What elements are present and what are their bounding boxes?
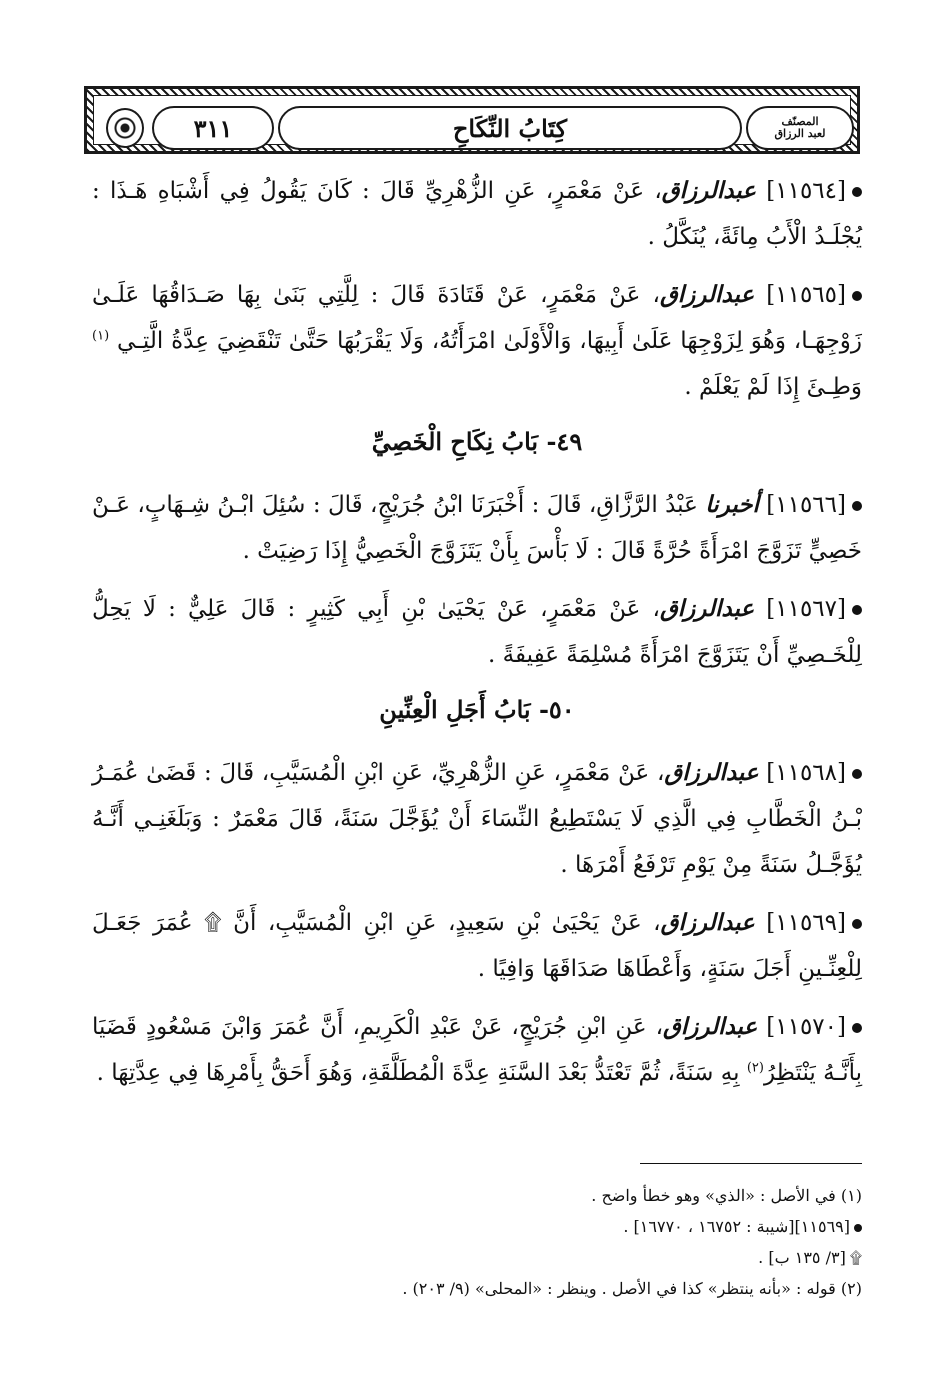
footnote-marker[interactable]: (٢) xyxy=(746,1060,764,1076)
hadith-11564 xyxy=(92,168,862,260)
hadith-number: [١١٥٦٩] xyxy=(766,910,846,936)
hadith-number: [١١٥٦٨] xyxy=(766,760,847,786)
page-marker-text: [٣/ ١٣٥ ب] . xyxy=(758,1248,846,1267)
hadith-text-cont: وَطِـئَ إِذَا لَمْ يَعْلَمْ . xyxy=(684,374,862,400)
main-text xyxy=(92,168,862,1108)
hadith-text: ، عَنْ مَعْمَرٍ، عَنْ يَحْيَىٰ بْنِ أَبِي كَثِيرٍ : قَالَ عَلِيٌّ : لَا يَحِلُّ لِلْخَـصِيِّ أَنْ يَتَزَوَّجَ امْرَأَةً مُسْلِمَةً عَفِيفَةً . xyxy=(92,596,862,668)
bullet-icon xyxy=(852,187,862,197)
logo-line1: المصنّف xyxy=(781,115,819,128)
hadith-11566 xyxy=(92,482,862,574)
bullet-icon xyxy=(852,605,862,615)
hadith-text: ، عَنِ ابْنِ جُرَيْجٍ، عَنْ عَبْدِ الْكَرِيمِ، أَنَّ عُمَرَ وَابْنَ مَسْعُودٍ قَضَيَا بِأَنَّـهُ يَنْتَظِرُ xyxy=(92,1014,862,1086)
hadith-11568 xyxy=(92,750,862,888)
reference-note xyxy=(92,1211,862,1242)
narrator: عبدالرزاق xyxy=(659,595,755,622)
hadith-text: ، عَنْ مَعْمَرٍ، عَنْ قَتَادَةَ قَالَ : لِلَّتِي بَنَىٰ بِهَا صَـدَاقُهَا عَلَـىٰ زَوْجِهَـا، وَهُوَ لِزَوْجِهَا عَلَىٰ أَبِيهَا، وَالْأَوْلَىٰ امْرَأَتُهُ، وَلَا يَقْرَبُهَا حَتَّىٰ تَنْقَضِيَ عِدَّةُ الَّتِـي xyxy=(92,282,863,354)
bullet-icon xyxy=(852,501,862,511)
hadith-number: [١١٥٦٤] xyxy=(766,178,846,204)
page-number: ٣١١ xyxy=(152,106,274,150)
hadith-text: ، عَنْ يَحْيَىٰ بْنِ سَعِيدٍ، عَنِ ابْنِ الْمُسَيَّبِ، أَنَّ ۩ عُمَرَ جَعَـلَ لِلْعِنِّـينِ أَجَلَ سَنَةٍ، وَأَعْطَاهَا صَدَاقَهَا وَافِيًا . xyxy=(92,910,862,982)
footnote-2: (٢) قوله : «بأنه ينتظر» كذا في الأصل . وينظر : «المحلى» (٩/ ٢٠٣) . xyxy=(402,1279,862,1298)
narrator: عبدالرزاق xyxy=(660,909,755,936)
bullet-icon xyxy=(852,1023,862,1033)
narrator: عبدالرزاق xyxy=(664,759,759,786)
bullet-icon xyxy=(852,769,862,779)
hadith-text-cont: بِهِ سَنَةً، ثُمَّ تَعْتَدُّ بَعْدَ السَّنَةِ عِدَّةَ الْمُطَلَّقَةِ، وَهُوَ أَحَقُّ بِأَمْرِهَا فِي عِدَّتِهَا . xyxy=(96,1060,740,1086)
page-marker-note xyxy=(92,1242,862,1273)
logo-line2: لعبد الرزاق xyxy=(774,127,826,140)
reference-note-number: [١١٥٦٩] xyxy=(794,1217,850,1236)
header-inner xyxy=(93,95,851,145)
page-marker-icon: ۩ xyxy=(849,1248,862,1267)
hadith-number: [١١٥٦٧] xyxy=(766,596,847,622)
hadith-number: [١١٥٦٥] xyxy=(766,282,847,308)
reference-note-text: [شيبة : ١٦٧٥٢ ، ١٦٧٧٠] . xyxy=(623,1217,795,1236)
publisher-logo xyxy=(746,106,854,150)
hadith-number: [١١٥٦٦] xyxy=(766,492,847,518)
footnotes xyxy=(92,1180,862,1304)
hadith-11567 xyxy=(92,586,862,678)
footnote-divider xyxy=(640,1163,862,1164)
hadith-number: [١١٥٧٠] xyxy=(766,1014,846,1040)
hadith-11569 xyxy=(92,900,862,992)
hadith-text: ، عَنْ مَعْمَرٍ، عَنِ الزُّهْرِيِّ، عَنِ ابْنِ الْمُسَيَّبِ، قَالَ : قَضَىٰ عُمَـرُ بْـنُ الْخَطَّابِ فِي الَّذِي لَا يَسْتَطِيعُ النِّسَاءَ أَنْ يُؤَجَّلَ سَنَةً، قَالَ مَعْمَرٌ : وَبَلَغَنِـي أَنَّـهُ يُؤَجَّـلُ سَنَةً مِنْ يَوْمِ تَرْفَعُ أَمْرَهَا . xyxy=(92,760,862,878)
hadith-11570 xyxy=(92,1004,862,1096)
footnote-marker[interactable]: (١) xyxy=(92,328,110,344)
bullet-icon xyxy=(854,1224,862,1232)
hadith-11565 xyxy=(92,272,862,410)
footnote-1: (١) في الأصل : «الذي» وهو خطأ واضح . xyxy=(591,1186,862,1205)
hadith-text: عَبْدُ الرَّزَّاقِ، قَالَ : أَخْبَرَنَا ابْنُ جُرَيْجٍ، قَالَ : سُئِلَ ابْـنُ شِـهَابٍ، عَـنْ خَصِيٍّ تَزَوَّجَ امْرَأَةً حُرَّةً قَالَ : لَا بَأْسَ بِأَنْ يَتَزَوَّجَ الْخَصِيُّ إِذَا رَضِيَتْ . xyxy=(92,492,862,564)
bullet-icon xyxy=(852,919,862,929)
bullet-icon xyxy=(852,291,862,301)
narrator: عبدالرزاق xyxy=(659,281,755,308)
narrator: أخبرنا xyxy=(705,491,759,518)
narrator: عبدالرزاق xyxy=(661,177,756,204)
chapter-heading-50: ٥٠- بَابُ أَجَلِ الْعِنِّينِ xyxy=(379,695,575,724)
ornament-knot-icon xyxy=(106,108,144,148)
book-title: كِتَابُ النِّكَاحِ xyxy=(278,106,742,150)
narrator: عبدالرزاق xyxy=(663,1013,758,1040)
hadith-text: ، عَنْ مَعْمَرٍ، عَنِ الزُّهْرِيِّ قَالَ : كَانَ يَقُولُ فِي أَشْبَاهِ هَـذَا : يُجْلَـدُ الْأَبُ مِائَةً، يُنَكَّلُ . xyxy=(92,178,862,250)
page-header-frame xyxy=(84,86,860,154)
chapter-heading-49: ٤٩- بَابُ نِكَاحِ الْخَصِيِّ xyxy=(371,427,583,456)
